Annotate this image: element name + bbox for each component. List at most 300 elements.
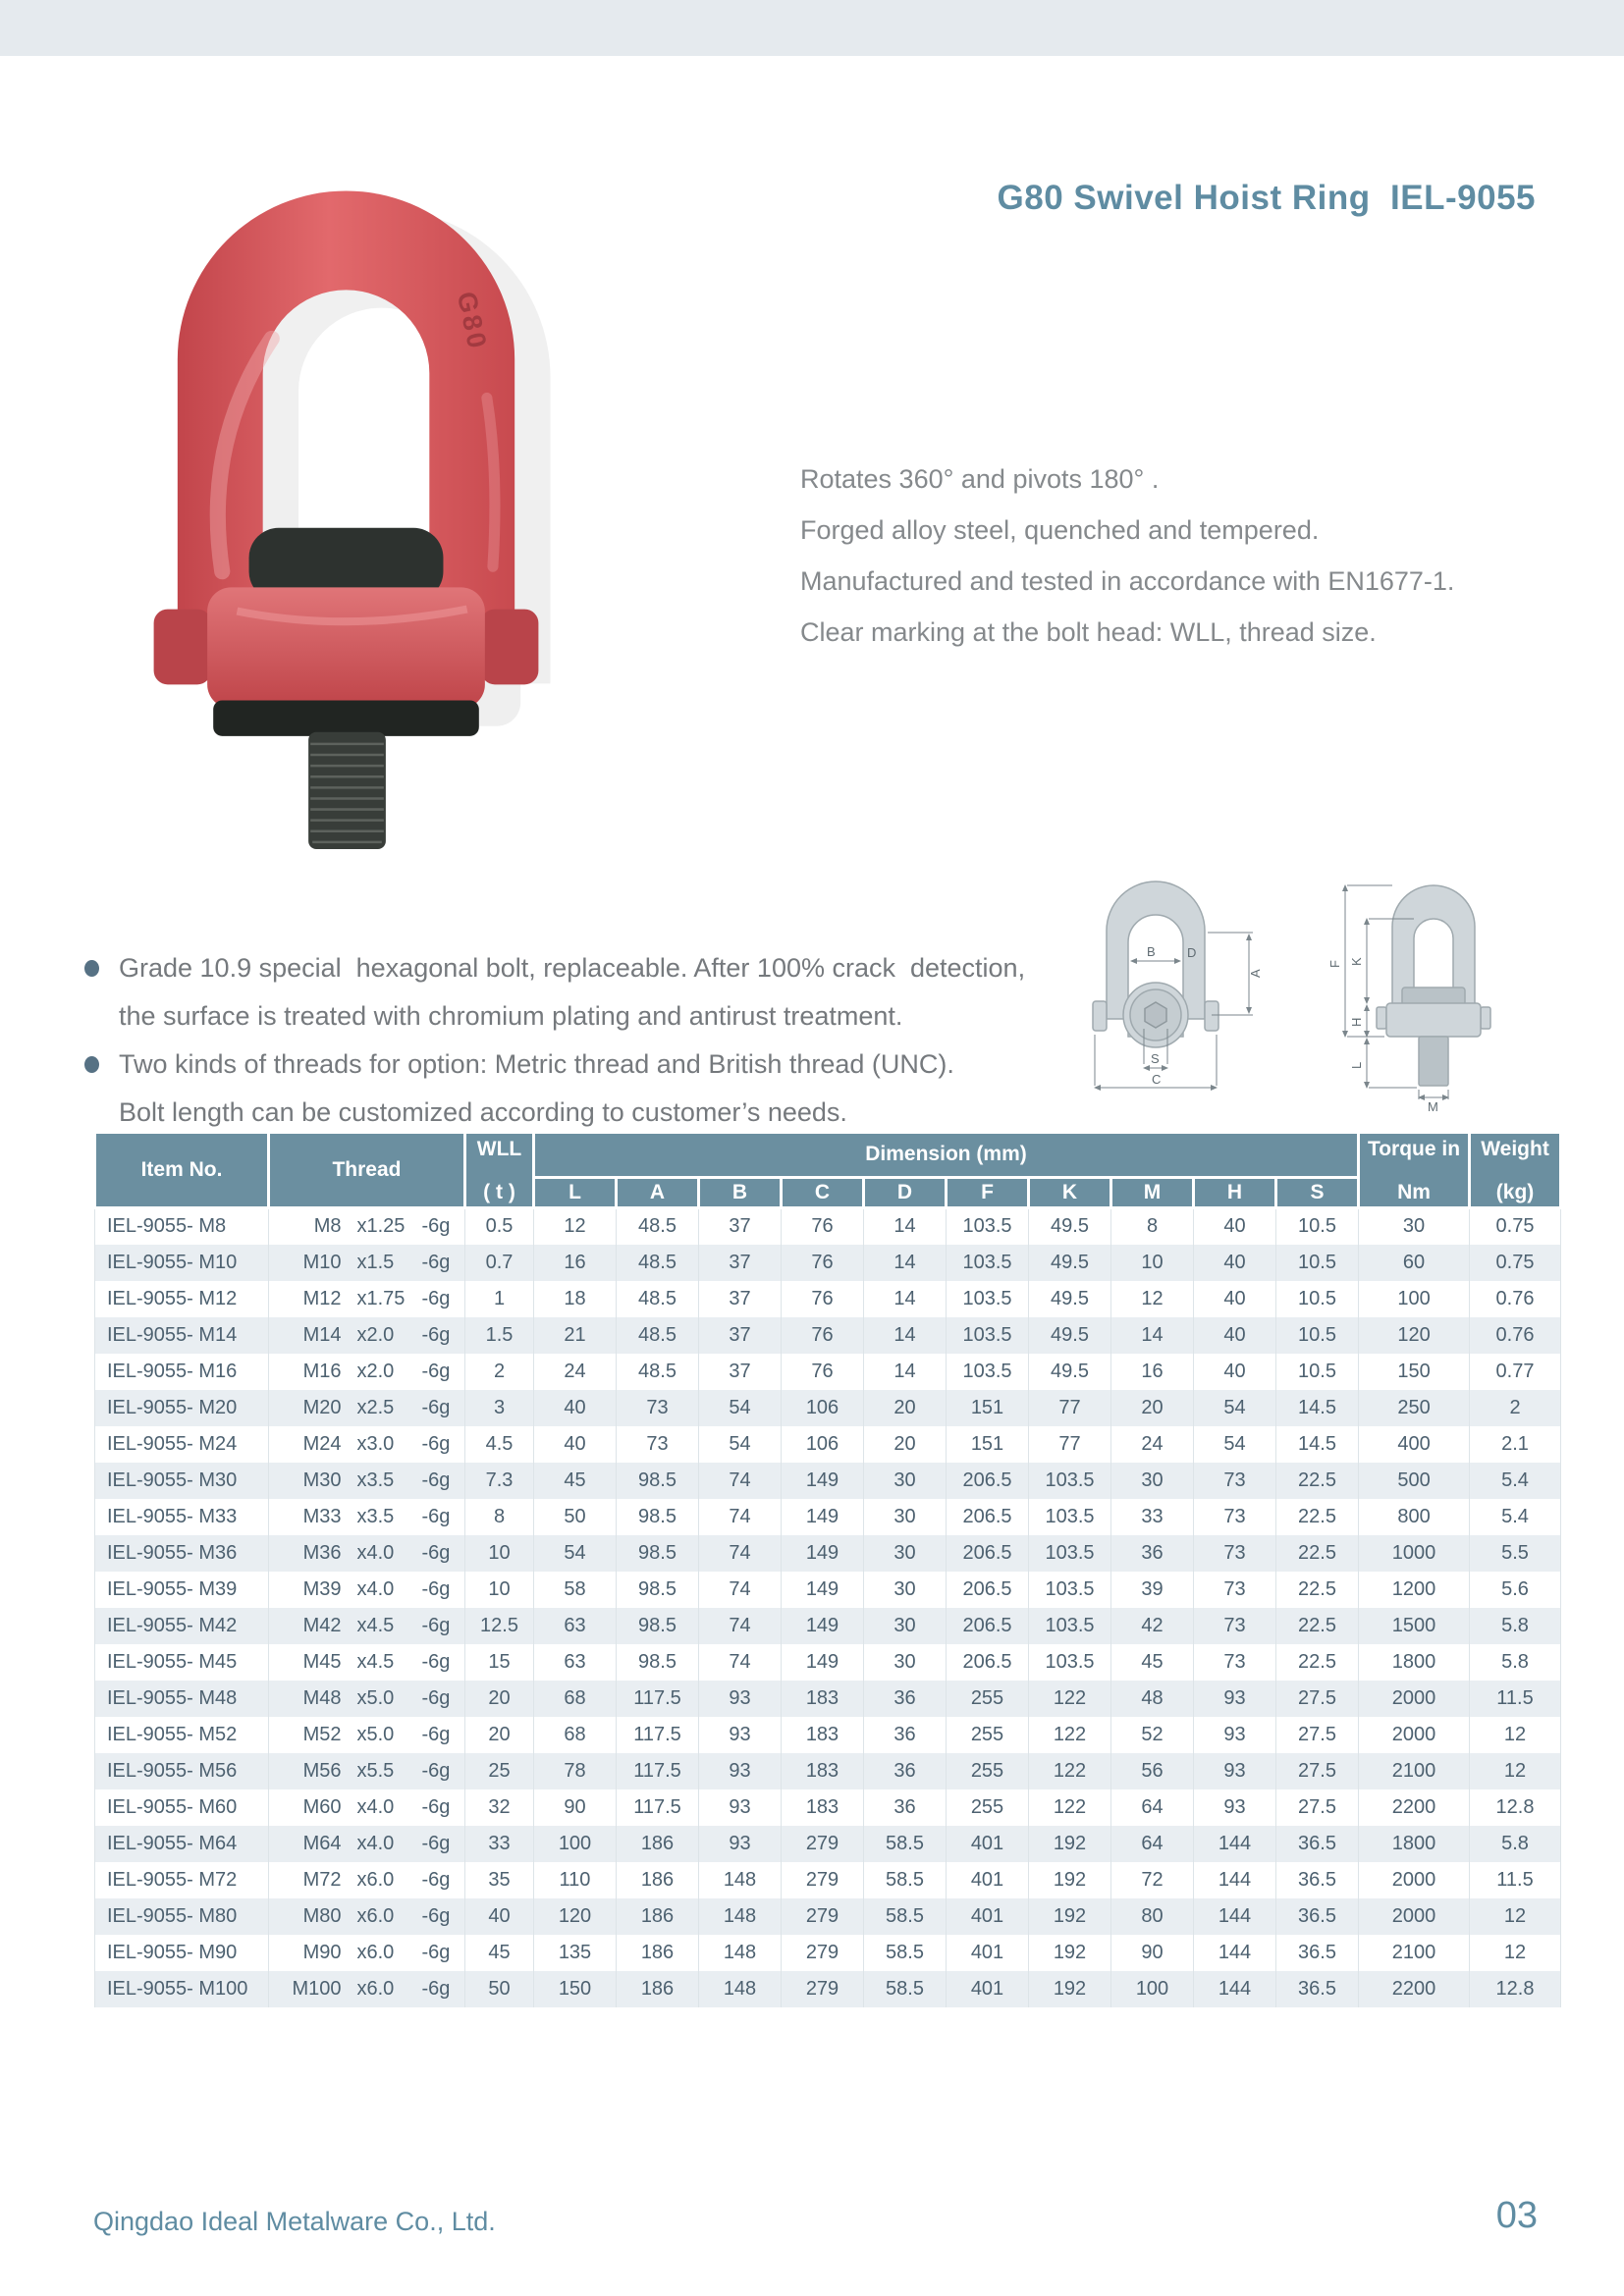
thread-fit: -6g [421, 1323, 451, 1346]
thread-size: M20 [302, 1396, 342, 1418]
thread-cell [269, 1281, 465, 1317]
dim-cell: 42 [1111, 1608, 1194, 1644]
dim-label: K [1349, 957, 1364, 966]
thread-cell [269, 1789, 465, 1826]
dim-cell: 48.5 [617, 1317, 699, 1354]
dim-cell: 149 [782, 1499, 864, 1535]
left-pin [154, 610, 212, 685]
dim-cell: 36 [864, 1717, 947, 1753]
wll-cell: 50 [465, 1971, 534, 2007]
dim-cell: 183 [782, 1681, 864, 1717]
dim-cell: 40 [1194, 1354, 1276, 1390]
header-dim-B: B [699, 1177, 782, 1207]
thread-pitch: x3.5 [356, 1468, 395, 1491]
dim-cell: 14 [864, 1281, 947, 1317]
dim-cell: 58.5 [864, 1935, 947, 1971]
dim-cell: 37 [699, 1208, 782, 1245]
thread-fit: -6g [421, 1360, 451, 1382]
wll-cell: 1.5 [465, 1317, 534, 1354]
thread-fit: -6g [421, 1432, 451, 1455]
dim-cell: 76 [782, 1245, 864, 1281]
dim-cell: 73 [1194, 1644, 1276, 1681]
dim-cell: 76 [782, 1354, 864, 1390]
thread-cell [269, 1826, 465, 1862]
dim-cell: 93 [1194, 1753, 1276, 1789]
g80-marking: G80 [451, 289, 494, 354]
weight-cell: 5.6 [1470, 1572, 1561, 1608]
dim-cell: 103.5 [947, 1354, 1029, 1390]
description-line: Manufactured and tested in accordance with EN1677-1. [800, 566, 1455, 596]
dim-cell: 36.5 [1276, 1971, 1359, 2007]
dim-cell: 36.5 [1276, 1826, 1359, 1862]
collar [207, 587, 485, 708]
dim-cell: 54 [534, 1535, 617, 1572]
dim-cell: 148 [699, 1862, 782, 1898]
item-no-cell: IEL-9055- M64 [95, 1826, 269, 1862]
dim-cell: 103.5 [1029, 1608, 1111, 1644]
torque-cell: 150 [1359, 1354, 1470, 1390]
dim-cell: 90 [1111, 1935, 1194, 1971]
dim-cell: 192 [1029, 1935, 1111, 1971]
wll-cell: 45 [465, 1935, 534, 1971]
item-no-cell: IEL-9055- M20 [95, 1390, 269, 1426]
dim-cell: 40 [1194, 1208, 1276, 1245]
header-dimension: Dimension (mm) [534, 1133, 1359, 1178]
dim-cell: 50 [534, 1499, 617, 1535]
dim-cell: 78 [534, 1753, 617, 1789]
thread-fit: -6g [421, 1941, 451, 1963]
dim-cell: 40 [1194, 1281, 1276, 1317]
dim-cell: 100 [1111, 1971, 1194, 2007]
header-dim-H: H [1194, 1177, 1276, 1207]
table-row [95, 1971, 1561, 2007]
thread-fit: -6g [421, 1287, 451, 1309]
dim-cell: 186 [617, 1898, 699, 1935]
dim-cell: 279 [782, 1971, 864, 2007]
thread-pitch: x4.0 [356, 1577, 395, 1600]
dim-cell: 48.5 [617, 1208, 699, 1245]
wll-cell: 7.3 [465, 1463, 534, 1499]
dim-cell: 93 [1194, 1789, 1276, 1826]
dim-cell: 255 [947, 1753, 1029, 1789]
thread-size: M80 [302, 1904, 342, 1927]
thread-pitch: x1.25 [356, 1215, 406, 1238]
dim-label: D [1187, 945, 1197, 960]
dim-cell: 72 [1111, 1862, 1194, 1898]
header-wll-line2: ( t ) [483, 1181, 515, 1203]
dim-cell: 10.5 [1276, 1317, 1359, 1354]
dim-cell: 64 [1111, 1789, 1194, 1826]
dim-cell: 20 [864, 1426, 947, 1463]
dim-cell: 206.5 [947, 1572, 1029, 1608]
dim-cell: 30 [864, 1535, 947, 1572]
dim-cell: 16 [534, 1245, 617, 1281]
thread-size: M14 [302, 1323, 342, 1346]
thread-pitch: x6.0 [356, 1977, 395, 2000]
item-no-cell: IEL-9055- M36 [95, 1535, 269, 1572]
item-no-cell: IEL-9055- M90 [95, 1935, 269, 1971]
dim-cell: 40 [1194, 1245, 1276, 1281]
weight-cell: 12.8 [1470, 1789, 1561, 1826]
thread-pitch: x5.0 [356, 1686, 395, 1709]
dim-label: L [1349, 1061, 1364, 1069]
header-dim-L: L [534, 1177, 617, 1207]
dim-cell: 149 [782, 1535, 864, 1572]
header-weight-line2: (kg) [1495, 1181, 1535, 1203]
dim-cell: 73 [617, 1426, 699, 1463]
table-row [95, 1535, 1561, 1572]
thread-cell [269, 1390, 465, 1426]
torque-cell: 800 [1359, 1499, 1470, 1535]
dim-cell: 49.5 [1029, 1317, 1111, 1354]
thread-cell [269, 1245, 465, 1281]
table-row [95, 1354, 1561, 1390]
dim-cell: 148 [699, 1898, 782, 1935]
dim-cell: 14.5 [1276, 1426, 1359, 1463]
dim-cell: 149 [782, 1572, 864, 1608]
thread-size: M10 [302, 1251, 342, 1273]
dim-cell: 68 [534, 1681, 617, 1717]
table-row [95, 1426, 1561, 1463]
wll-cell: 1 [465, 1281, 534, 1317]
dim-cell: 73 [1194, 1463, 1276, 1499]
thread-pitch: x5.5 [356, 1759, 395, 1782]
dim-cell: 401 [947, 1862, 1029, 1898]
dim-cell: 36 [864, 1681, 947, 1717]
dim-cell: 20 [864, 1390, 947, 1426]
torque-cell: 400 [1359, 1426, 1470, 1463]
item-no-cell: IEL-9055- M56 [95, 1753, 269, 1789]
dim-cell: 192 [1029, 1826, 1111, 1862]
dim-cell: 149 [782, 1608, 864, 1644]
header-torque [1359, 1133, 1470, 1208]
dim-cell: 73 [617, 1390, 699, 1426]
thread-pitch: x4.5 [356, 1650, 395, 1673]
wll-cell: 20 [465, 1717, 534, 1753]
dim-cell: 27.5 [1276, 1753, 1359, 1789]
dim-cell: 56 [1111, 1753, 1194, 1789]
thread-cell [269, 1208, 465, 1245]
dim-cell: 37 [699, 1281, 782, 1317]
threaded-bolt [308, 732, 386, 849]
dim-cell: 48.5 [617, 1281, 699, 1317]
thread-fit: -6g [421, 1795, 451, 1818]
dim-cell: 148 [699, 1971, 782, 2007]
thread-fit: -6g [421, 1723, 451, 1745]
item-no-cell: IEL-9055- M33 [95, 1499, 269, 1535]
dim-cell: 122 [1029, 1789, 1111, 1826]
torque-cell: 2000 [1359, 1898, 1470, 1935]
weight-cell: 0.76 [1470, 1281, 1561, 1317]
dim-cell: 255 [947, 1789, 1029, 1826]
torque-cell: 2000 [1359, 1717, 1470, 1753]
dim-cell: 37 [699, 1354, 782, 1390]
thread-fit: -6g [421, 1759, 451, 1782]
thread-fit: -6g [421, 1650, 451, 1673]
dim-cell: 401 [947, 1898, 1029, 1935]
description-line: Forged alloy steel, quenched and tempered. [800, 515, 1320, 545]
thread-cell [269, 1644, 465, 1681]
dim-cell: 98.5 [617, 1608, 699, 1644]
thread-size: M72 [302, 1868, 342, 1891]
dim-cell: 206.5 [947, 1499, 1029, 1535]
dim-cell: 33 [1111, 1499, 1194, 1535]
dim-cell: 117.5 [617, 1753, 699, 1789]
thread-cell [269, 1753, 465, 1789]
wll-cell: 15 [465, 1644, 534, 1681]
dim-cell: 98.5 [617, 1463, 699, 1499]
dim-cell: 22.5 [1276, 1463, 1359, 1499]
dim-cell: 12 [534, 1208, 617, 1245]
thread-fit: -6g [421, 1215, 451, 1238]
dim-cell: 103.5 [947, 1208, 1029, 1245]
table-row [95, 1935, 1561, 1971]
dim-cell: 27.5 [1276, 1717, 1359, 1753]
torque-cell: 2000 [1359, 1681, 1470, 1717]
feature-line: Grade 10.9 special hexagonal bolt, replaceable. After 100% crack detection, [119, 953, 1026, 983]
dim-label: B [1147, 944, 1156, 959]
dim-cell: 58.5 [864, 1862, 947, 1898]
wll-cell: 10 [465, 1535, 534, 1572]
thread-cell [269, 1971, 465, 2007]
item-no-cell: IEL-9055- M14 [95, 1317, 269, 1354]
dim-cell: 49.5 [1029, 1245, 1111, 1281]
feature-list [84, 944, 1025, 1137]
dim-cell: 120 [534, 1898, 617, 1935]
dim-cell: 186 [617, 1862, 699, 1898]
item-no-cell: IEL-9055- M72 [95, 1862, 269, 1898]
thread-fit: -6g [421, 1977, 451, 2000]
dim-label: A [1248, 969, 1263, 978]
table-body [95, 1208, 1561, 2007]
dim-cell: 117.5 [617, 1681, 699, 1717]
dim-cell: 106 [782, 1426, 864, 1463]
dim-cell: 279 [782, 1898, 864, 1935]
dim-cell: 49.5 [1029, 1354, 1111, 1390]
dim-cell: 279 [782, 1862, 864, 1898]
dim-cell: 48.5 [617, 1245, 699, 1281]
item-no-cell: IEL-9055- M45 [95, 1644, 269, 1681]
item-no-cell: IEL-9055- M12 [95, 1281, 269, 1317]
torque-cell: 2200 [1359, 1971, 1470, 2007]
table-row [95, 1317, 1561, 1354]
dim-cell: 93 [1194, 1717, 1276, 1753]
header-item-no: Item No. [95, 1133, 269, 1208]
thread-size: M52 [302, 1723, 342, 1745]
thread-pitch: x1.75 [356, 1287, 406, 1309]
dim-cell: 90 [534, 1789, 617, 1826]
dim-cell: 401 [947, 1971, 1029, 2007]
dim-cell: 401 [947, 1826, 1029, 1862]
thread-pitch: x2.5 [356, 1396, 395, 1418]
top-band [0, 0, 1624, 56]
thread-fit: -6g [421, 1541, 451, 1564]
weight-cell: 5.4 [1470, 1499, 1561, 1535]
thread-cell [269, 1317, 465, 1354]
dim-cell: 74 [699, 1499, 782, 1535]
dim-cell: 37 [699, 1245, 782, 1281]
washer [213, 700, 479, 735]
dim-cell: 117.5 [617, 1717, 699, 1753]
dim-cell: 10.5 [1276, 1245, 1359, 1281]
torque-cell: 2100 [1359, 1753, 1470, 1789]
table-row [95, 1208, 1561, 1245]
dim-cell: 103.5 [1029, 1499, 1111, 1535]
dim-cell: 54 [699, 1426, 782, 1463]
dim-cell: 64 [1111, 1826, 1194, 1862]
dim-cell: 98.5 [617, 1535, 699, 1572]
dim-cell: 40 [1194, 1317, 1276, 1354]
dim-cell: 98.5 [617, 1644, 699, 1681]
dim-cell: 36.5 [1276, 1862, 1359, 1898]
dim-cell: 48.5 [617, 1354, 699, 1390]
thread-fit: -6g [421, 1686, 451, 1709]
dim-cell: 117.5 [617, 1789, 699, 1826]
weight-cell: 12 [1470, 1898, 1561, 1935]
item-no-cell: IEL-9055- M8 [95, 1208, 269, 1245]
dim-cell: 103.5 [1029, 1535, 1111, 1572]
weight-cell: 0.76 [1470, 1317, 1561, 1354]
feature-item [84, 1041, 1025, 1137]
weight-cell: 5.8 [1470, 1644, 1561, 1681]
dim-cell: 30 [864, 1608, 947, 1644]
thread-cell [269, 1898, 465, 1935]
dim-cell: 73 [1194, 1572, 1276, 1608]
thread-fit: -6g [421, 1468, 451, 1491]
dim-cell: 144 [1194, 1862, 1276, 1898]
item-no-cell: IEL-9055- M24 [95, 1426, 269, 1463]
dim-cell: 98.5 [617, 1499, 699, 1535]
dim-cell: 14.5 [1276, 1390, 1359, 1426]
spec-table [93, 1131, 1562, 2007]
torque-cell: 1000 [1359, 1535, 1470, 1572]
torque-cell: 120 [1359, 1317, 1470, 1354]
dim-cell: 98.5 [617, 1572, 699, 1608]
dim-cell: 151 [947, 1426, 1029, 1463]
table-row [95, 1245, 1561, 1281]
dim-cell: 58.5 [864, 1971, 947, 2007]
dim-cell: 74 [699, 1572, 782, 1608]
dim-cell: 49.5 [1029, 1281, 1111, 1317]
wll-cell: 2 [465, 1354, 534, 1390]
dim-cell: 93 [1194, 1681, 1276, 1717]
item-no-cell: IEL-9055- M80 [95, 1898, 269, 1935]
table-row [95, 1572, 1561, 1608]
weight-cell: 12.8 [1470, 1971, 1561, 2007]
thread-size: M8 [313, 1215, 342, 1238]
dim-cell: 52 [1111, 1717, 1194, 1753]
dim-cell: 58 [534, 1572, 617, 1608]
torque-cell: 30 [1359, 1208, 1470, 1245]
dim-cell: 22.5 [1276, 1572, 1359, 1608]
thread-fit: -6g [421, 1868, 451, 1891]
wll-cell: 0.5 [465, 1208, 534, 1245]
dim-cell: 20 [1111, 1390, 1194, 1426]
dim-cell: 206.5 [947, 1644, 1029, 1681]
weight-cell: 5.5 [1470, 1535, 1561, 1572]
dim-cell: 76 [782, 1208, 864, 1245]
dim-cell: 22.5 [1276, 1535, 1359, 1572]
torque-cell: 250 [1359, 1390, 1470, 1426]
table-row [95, 1644, 1561, 1681]
wll-cell: 4.5 [465, 1426, 534, 1463]
dim-cell: 36 [1111, 1535, 1194, 1572]
dim-cell: 30 [864, 1499, 947, 1535]
dim-cell: 77 [1029, 1390, 1111, 1426]
dim-cell: 103.5 [947, 1281, 1029, 1317]
dim-cell: 10.5 [1276, 1208, 1359, 1245]
dim-cell: 255 [947, 1681, 1029, 1717]
table-row [95, 1681, 1561, 1717]
dim-cell: 36 [864, 1753, 947, 1789]
dim-cell: 73 [1194, 1535, 1276, 1572]
thread-size: M39 [302, 1577, 342, 1600]
dim-cell: 93 [699, 1681, 782, 1717]
dim-cell: 74 [699, 1644, 782, 1681]
dim-cell: 73 [1194, 1608, 1276, 1644]
dim-cell: 103.5 [947, 1317, 1029, 1354]
dim-cell: 77 [1029, 1426, 1111, 1463]
dim-cell: 93 [699, 1789, 782, 1826]
wll-cell: 8 [465, 1499, 534, 1535]
header-wll [465, 1133, 534, 1208]
feature-line: Two kinds of threads for option: Metric thread and British thread (UNC). [119, 1049, 954, 1079]
description-line: Rotates 360° and pivots 180° . [800, 464, 1160, 494]
thread-cell [269, 1681, 465, 1717]
header-torque-line1: Torque in [1367, 1138, 1461, 1160]
dim-cell: 76 [782, 1317, 864, 1354]
thread-fit: -6g [421, 1396, 451, 1418]
thread-size: M45 [302, 1650, 342, 1673]
weight-cell: 5.4 [1470, 1463, 1561, 1499]
header-dim-D: D [864, 1177, 947, 1207]
dim-cell: 48 [1111, 1681, 1194, 1717]
thread-fit: -6g [421, 1904, 451, 1927]
dim-cell: 103.5 [1029, 1644, 1111, 1681]
weight-cell: 0.75 [1470, 1208, 1561, 1245]
dim-cell: 14 [1111, 1317, 1194, 1354]
dim-cell: 14 [864, 1354, 947, 1390]
item-no-cell: IEL-9055- M16 [95, 1354, 269, 1390]
page-title: G80 Swivel Hoist Ring IEL-9055 [997, 179, 1536, 217]
thread-pitch: x5.0 [356, 1723, 395, 1745]
wll-cell: 20 [465, 1681, 534, 1717]
dim-cell: 36.5 [1276, 1898, 1359, 1935]
dim-cell: 206.5 [947, 1535, 1029, 1572]
item-no-cell: IEL-9055- M60 [95, 1789, 269, 1826]
dim-label: M [1428, 1099, 1438, 1113]
dim-cell: 122 [1029, 1717, 1111, 1753]
front-view-diagram [1053, 860, 1298, 1113]
dim-cell: 279 [782, 1935, 864, 1971]
table-row [95, 1789, 1561, 1826]
header-dim-F: F [947, 1177, 1029, 1207]
dim-cell: 10.5 [1276, 1354, 1359, 1390]
dim-cell: 93 [699, 1753, 782, 1789]
dim-cell: 63 [534, 1608, 617, 1644]
wll-cell: 33 [465, 1826, 534, 1862]
table-row [95, 1862, 1561, 1898]
table-row [95, 1281, 1561, 1317]
dim-cell: 206.5 [947, 1608, 1029, 1644]
dim-cell: 103.5 [1029, 1463, 1111, 1499]
thread-fit: -6g [421, 1577, 451, 1600]
thread-cell [269, 1354, 465, 1390]
bullet-icon [84, 960, 99, 977]
thread-pitch: x1.5 [356, 1251, 395, 1273]
header-dim-A: A [617, 1177, 699, 1207]
dim-cell: 122 [1029, 1753, 1111, 1789]
